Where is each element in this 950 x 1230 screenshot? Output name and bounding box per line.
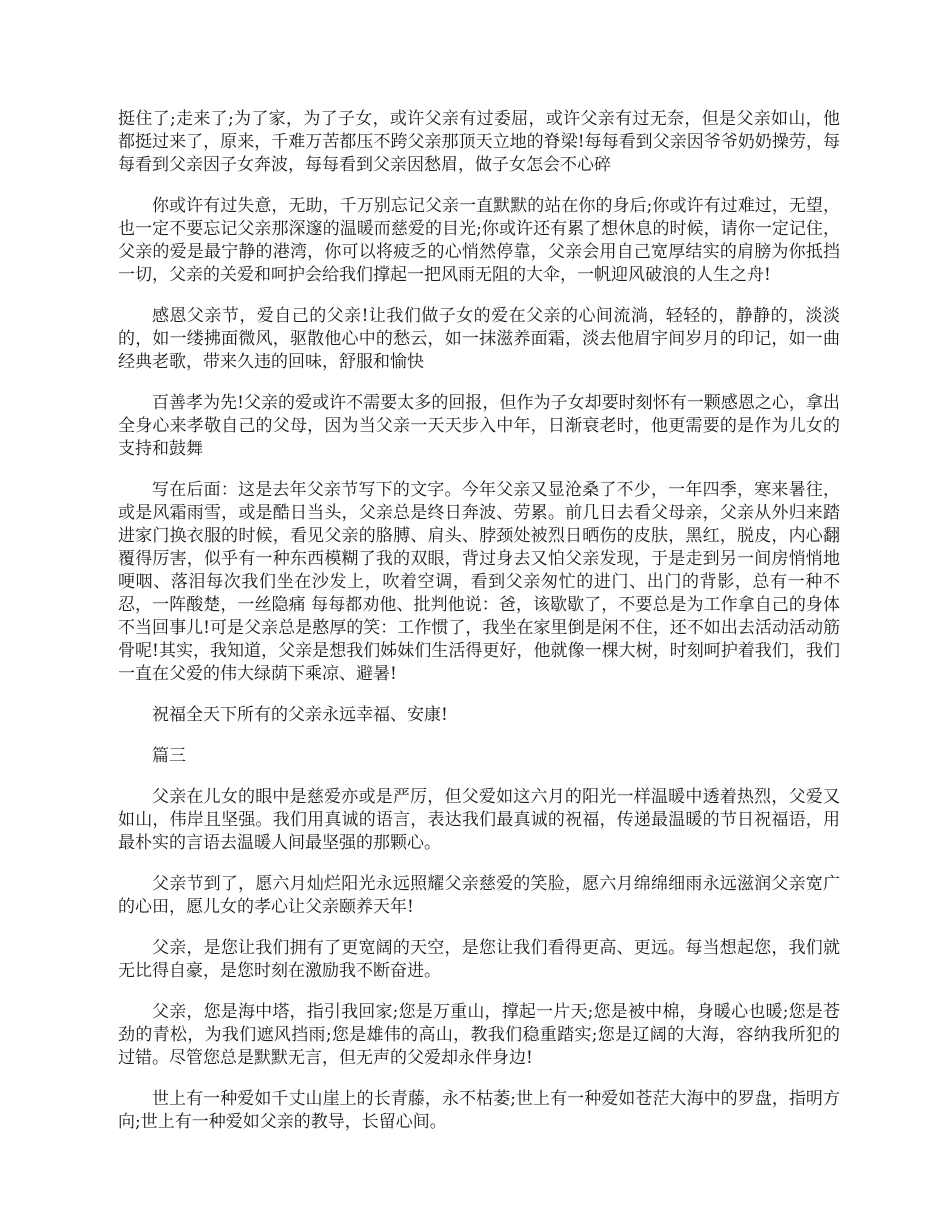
paragraph-7: 父亲在儿女的眼中是慈爱亦或是严厉，但父爱如这六月的阳光一样温暖中透着热烈，父爱又如山，伟岸且坚强。我们用真诚的语言，表达我们最真诚的祝福，传递最温暖的节日祝福语，用最朴实的言语去温暖人间最坚强的那颗心。 xyxy=(118,787,840,853)
paragraph-9: 父亲，是您让我们拥有了更宽阔的天空，是您让我们看得更高、更远。每当想起您，我们就无比得自豪，是您时刻在激励我不断奋进。 xyxy=(118,938,840,981)
document-body xyxy=(118,108,840,1152)
paragraph-5: 写在后面：这是去年父亲节写下的文字。今年父亲又显沧桑了不少，一年四季，寒来暑往，或是风霜雨雪，或是酷日当头，父亲总是终日奔波、劳累。前几日去看父母亲，父亲从外归来踏进家门换衣服的时候，看见父亲的胳膊、肩头、脖颈处被烈日晒伤的皮肤，黑红，脱皮，内心翻覆得厉害，似乎有一种东西模糊了我的双眼，背过身去又怕父亲发现，于是走到另一间房悄悄地哽咽、落泪每次我们坐在沙发上，吹着空调，看到父亲匆忙的进门、出门的背影，总有一种不忍，一阵酸楚，一丝隐痛 每每都劝他、批判他说：爸，该歇歇了，不要总是为工作拿自己的身体不当回事儿!可是父亲总是憨厚的笑：工作惯了，我坐在家里倒是闲不住，还不如出去活动活动筋骨呢!其实，我知道，父亲是想我们姊妹们生活得更好，他就像一棵大树，时刻呵护着我们，我们一直在父爱的伟大绿荫下乘凉、避暑! xyxy=(118,480,840,684)
section-heading: 篇三 xyxy=(152,746,186,766)
paragraph-10: 父亲，您是海中塔，指引我回家;您是万重山，撑起一片天;您是被中棉，身暖心也暖;您是苍劲的青松，为我们遮风挡雨;您是雄伟的高山，教我们稳重踏实;您是辽阔的大海，容纳我所犯的过错。尽管您总是默默无言，但无声的父爱却永伴身边! xyxy=(118,1002,840,1068)
paragraph-2: 你或许有过失意，无助，千万别忘记父亲一直默默的站在你的身后;你或许有过难过，无望，也一定不要忘记父亲那深邃的温暖而慈爱的目光;你或许还有累了想休息的时候，请你一定记住，父亲的爱是最宁静的港湾，你可以将疲乏的心悄然停靠，父亲会用自己宽厚结实的肩膀为你抵挡一切，父亲的关爱和呵护会给我们撑起一把风雨无阻的大伞，一帆迎风破浪的人生之舟! xyxy=(118,196,840,285)
paragraph-3: 感恩父亲节，爱自己的父亲!让我们做子女的爱在父亲的心间流淌，轻轻的，静静的，淡淡的，如一缕拂面微风，驱散他心中的愁云，如一抹滋养面霜，淡去他眉宇间岁月的印记，如一曲经典老歌，带来久违的回味，舒服和愉快 xyxy=(118,306,840,372)
paragraph-8: 父亲节到了，愿六月灿烂阳光永远照耀父亲慈爱的笑脸，愿六月绵绵细雨永远滋润父亲宽广的心田，愿儿女的孝心让父亲颐养天年! xyxy=(118,874,840,917)
paragraph-6: 祝福全天下所有的父亲永远幸福、安康! xyxy=(152,705,448,725)
paragraph-11: 世上有一种爱如千丈山崖上的长青藤，永不枯萎;世上有一种爱如苍茫大海中的罗盘，指明方向;世上有一种爱如父亲的教导，长留心间。 xyxy=(118,1089,840,1132)
paragraph-1: 挺住了;走来了;为了家，为了子女，或许父亲有过委屈，或许父亲有过无奈，但是父亲如山，他都挺过来了，原来，千难万苦都压不跨父亲那顶天立地的脊梁!每每看到父亲因爷爷奶奶操劳，每每看到父亲因子女奔波，每每看到父亲因愁眉，做子女怎会不心碎 xyxy=(118,109,840,175)
paragraph-4: 百善孝为先!父亲的爱或许不需要太多的回报，但作为子女却要时刻怀有一颗感恩之心，拿出全身心来孝敬自己的父母，因为当父亲一天天步入中年，日渐衰老时，他更需要的是作为儿女的支持和鼓舞 xyxy=(118,393,840,459)
